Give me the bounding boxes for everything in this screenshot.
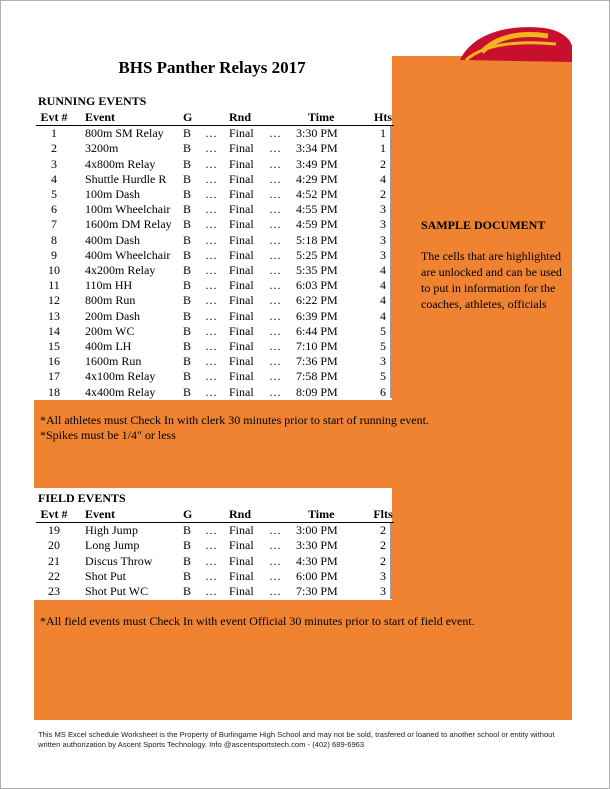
event-name-cell: 100m Dash (85, 187, 140, 202)
table-row (36, 157, 394, 172)
time-cell: 7:10 PM (296, 339, 338, 354)
table-row (36, 263, 394, 278)
event-name-cell: 110m HH (85, 278, 133, 293)
evt-num-cell: 16 (48, 354, 60, 369)
gender-cell: B (183, 217, 192, 232)
evt-num-cell: 20 (48, 538, 60, 553)
dots-cell: … (269, 293, 281, 308)
event-name-cell: 4x400m Relay (85, 384, 156, 399)
dots-cell: … (269, 263, 281, 278)
count-cell: 4 (380, 171, 386, 186)
header-event: Event (72, 507, 183, 523)
round-cell: Final (229, 263, 254, 278)
header-evt-num: Evt # (36, 110, 72, 126)
time-cell: 5:18 PM (296, 232, 338, 247)
evt-num-cell: 13 (48, 308, 60, 323)
table-row (36, 248, 394, 263)
table-row (36, 172, 394, 187)
sample-document-title: SAMPLE DOCUMENT (421, 218, 546, 232)
round-cell: Final (229, 278, 254, 293)
dots-cell: … (269, 278, 281, 293)
gender-cell: B (183, 584, 192, 599)
time-cell: 3:49 PM (296, 156, 338, 171)
event-name-cell: 4x800m Relay (85, 156, 156, 171)
field-note-line: *All field events must Check In with event Official 30 minutes prior to start of field event. (40, 614, 475, 628)
dots-cell: … (205, 308, 217, 323)
evt-num-cell: 1 (51, 126, 57, 141)
running-note-line: *Spikes must be 1/4" or less (40, 428, 176, 442)
gender-cell: B (183, 278, 192, 293)
dots-cell: … (269, 523, 281, 538)
time-cell: 4:52 PM (296, 187, 338, 202)
count-cell: 3 (380, 247, 386, 262)
event-name-cell: High Jump (85, 523, 139, 538)
count-cell: 3 (380, 217, 386, 232)
round-cell: Final (229, 568, 254, 583)
header-event: Event (72, 110, 183, 126)
count-cell: 5 (380, 369, 386, 384)
panther-logo-icon (452, 22, 572, 62)
round-cell: Final (229, 202, 254, 217)
dots-cell: … (205, 323, 217, 338)
count-cell: 3 (380, 584, 386, 599)
dots-cell: … (269, 568, 281, 583)
count-cell: 4 (380, 308, 386, 323)
count-cell: 6 (380, 384, 386, 399)
event-name-cell: Long Jump (85, 538, 140, 553)
time-cell: 3:00 PM (296, 523, 338, 538)
time-cell: 5:35 PM (296, 263, 338, 278)
dots-cell: … (205, 369, 217, 384)
dots-cell: … (205, 263, 217, 278)
table-row (36, 217, 394, 232)
count-cell: 2 (380, 553, 386, 568)
time-cell: 4:30 PM (296, 553, 338, 568)
dots-cell: … (269, 171, 281, 186)
time-cell: 6:00 PM (296, 568, 338, 583)
dots-cell: … (205, 247, 217, 262)
dots-cell: … (269, 126, 281, 141)
header-spacer (269, 507, 296, 523)
count-cell: 1 (380, 141, 386, 156)
running-note-line: *All athletes must Check In with clerk 30 minutes prior to start of running event. (40, 413, 429, 427)
header-time: Time (296, 507, 372, 523)
count-cell: 2 (380, 538, 386, 553)
dots-cell: … (269, 584, 281, 599)
dots-cell: … (205, 217, 217, 232)
time-cell: 7:58 PM (296, 369, 338, 384)
event-name-cell: 800m Run (85, 293, 136, 308)
dots-cell: … (269, 538, 281, 553)
round-cell: Final (229, 217, 254, 232)
time-cell: 7:36 PM (296, 354, 338, 369)
field-notes[interactable] (40, 614, 475, 629)
round-cell: Final (229, 369, 254, 384)
table-row (36, 339, 394, 354)
table-row (36, 354, 394, 369)
dots-cell: … (205, 126, 217, 141)
time-cell: 6:39 PM (296, 308, 338, 323)
header-gender: G (183, 507, 205, 523)
time-cell: 4:59 PM (296, 217, 338, 232)
round-cell: Final (229, 308, 254, 323)
event-name-cell: Discus Throw (85, 553, 153, 568)
round-cell: Final (229, 126, 254, 141)
header-flights: Flts (373, 507, 393, 521)
table-row (36, 141, 394, 156)
round-cell: Final (229, 232, 254, 247)
gender-cell: B (183, 568, 192, 583)
time-cell: 6:44 PM (296, 323, 338, 338)
gender-cell: B (183, 156, 192, 171)
count-cell: 5 (380, 323, 386, 338)
round-cell: Final (229, 187, 254, 202)
gender-cell: B (183, 369, 192, 384)
evt-num-cell: 5 (51, 187, 57, 202)
dots-cell: … (205, 187, 217, 202)
gender-cell: B (183, 323, 192, 338)
event-name-cell: 4x100m Relay (85, 369, 156, 384)
time-cell: 4:55 PM (296, 202, 338, 217)
evt-num-cell: 21 (48, 553, 60, 568)
gender-cell: B (183, 553, 192, 568)
round-cell: Final (229, 553, 254, 568)
gender-cell: B (183, 247, 192, 262)
dots-cell: … (205, 584, 217, 599)
event-name-cell: 1600m DM Relay (85, 217, 172, 232)
count-cell: 4 (380, 263, 386, 278)
event-name-cell: 400m Wheelchair (85, 247, 171, 262)
dots-cell: … (269, 217, 281, 232)
table-edge (390, 523, 392, 599)
round-cell: Final (229, 538, 254, 553)
dots-cell: … (205, 278, 217, 293)
header-round: Rnd (229, 507, 269, 523)
gender-cell: B (183, 293, 192, 308)
header-evt-num: Evt # (36, 507, 72, 523)
table-row (36, 523, 394, 539)
table-row (36, 324, 394, 339)
gender-cell: B (183, 187, 192, 202)
table-row (36, 554, 394, 569)
event-name-cell: 400m LH (85, 339, 132, 354)
table-header-row (36, 507, 394, 523)
time-cell: 6:22 PM (296, 293, 338, 308)
gender-cell: B (183, 384, 192, 399)
running-events-table (36, 110, 394, 400)
event-name-cell: 3200m (85, 141, 119, 156)
evt-num-cell: 8 (51, 232, 57, 247)
dots-cell: … (205, 171, 217, 186)
count-cell: 5 (380, 339, 386, 354)
evt-num-cell: 12 (48, 293, 60, 308)
table-edge (390, 126, 392, 398)
dots-cell: … (269, 339, 281, 354)
dots-cell: … (205, 568, 217, 583)
gender-cell: B (183, 232, 192, 247)
round-cell: Final (229, 384, 254, 399)
evt-num-cell: 22 (48, 568, 60, 583)
dots-cell: … (205, 384, 217, 399)
gender-cell: B (183, 339, 192, 354)
round-cell: Final (229, 156, 254, 171)
evt-num-cell: 23 (48, 584, 60, 599)
table-row (36, 369, 394, 384)
time-cell: 7:30 PM (296, 584, 338, 599)
header-heats: Hts (374, 110, 392, 124)
gender-cell: B (183, 354, 192, 369)
dots-cell: … (269, 553, 281, 568)
evt-num-cell: 14 (48, 323, 60, 338)
dots-cell: … (205, 141, 217, 156)
evt-num-cell: 9 (51, 247, 57, 262)
time-cell: 3:30 PM (296, 538, 338, 553)
event-name-cell: 4x200m Relay (85, 263, 156, 278)
time-cell: 4:29 PM (296, 171, 338, 186)
time-cell: 3:30 PM (296, 126, 338, 141)
event-name-cell: Shuttle Hurdle R (85, 171, 167, 186)
evt-num-cell: 3 (51, 156, 57, 171)
header-gender: G (183, 110, 205, 126)
count-cell: 4 (380, 293, 386, 308)
dots-cell: … (269, 202, 281, 217)
round-cell: Final (229, 323, 254, 338)
round-cell: Final (229, 354, 254, 369)
gender-cell: B (183, 538, 192, 553)
time-cell: 8:09 PM (296, 384, 338, 399)
dots-cell: … (269, 247, 281, 262)
event-name-cell: 1600m Run (85, 354, 142, 369)
dots-cell: … (205, 156, 217, 171)
dots-cell: … (269, 384, 281, 399)
dots-cell: … (269, 369, 281, 384)
dots-cell: … (205, 553, 217, 568)
page-title: BHS Panther Relays 2017 (118, 58, 306, 77)
dots-cell: … (205, 339, 217, 354)
event-name-cell: Shot Put (85, 568, 127, 583)
gender-cell: B (183, 202, 192, 217)
count-cell: 3 (380, 354, 386, 369)
dots-cell: … (205, 202, 217, 217)
table-row (36, 385, 394, 400)
field-events-table (36, 507, 394, 599)
count-cell: 4 (380, 278, 386, 293)
time-cell: 5:25 PM (296, 247, 338, 262)
round-cell: Final (229, 247, 254, 262)
round-cell: Final (229, 293, 254, 308)
gender-cell: B (183, 523, 192, 538)
table-header-row (36, 110, 394, 126)
dots-cell: … (269, 141, 281, 156)
count-cell: 2 (380, 523, 386, 538)
event-name-cell: 100m Wheelchair (85, 202, 171, 217)
dots-cell: … (269, 308, 281, 323)
field-events-title: FIELD EVENTS (38, 491, 126, 505)
header-spacer (269, 110, 296, 126)
round-cell: Final (229, 523, 254, 538)
evt-num-cell: 4 (51, 171, 57, 186)
dots-cell: … (205, 538, 217, 553)
evt-num-cell: 10 (48, 263, 60, 278)
header-time: Time (296, 110, 372, 126)
evt-num-cell: 15 (48, 339, 60, 354)
gender-cell: B (183, 263, 192, 278)
dots-cell: … (269, 187, 281, 202)
sample-document-text: The cells that are highlighted are unlocked and can be used to put in information for the coaches, athletes, officials (421, 249, 562, 311)
table-row (36, 309, 394, 324)
evt-num-cell: 18 (48, 384, 60, 399)
evt-num-cell: 6 (51, 202, 57, 217)
footer-disclaimer: This MS Excel schedule Worksheet is the Property of Burlingame High School and may not be sold, trasfered or loaned to another school or entity without written authorization by Ascent Sports Technology. Info @ascentsportstech.com - (402) 689-6963 (38, 730, 555, 749)
dots-cell: … (205, 354, 217, 369)
count-cell: 3 (380, 232, 386, 247)
running-events-title: RUNNING EVENTS (38, 94, 147, 108)
event-name-cell: 400m Dash (85, 232, 140, 247)
header-spacer (205, 507, 229, 523)
time-cell: 3:34 PM (296, 141, 338, 156)
event-name-cell: 200m Dash (85, 308, 140, 323)
dots-cell: … (269, 354, 281, 369)
table-row (36, 187, 394, 202)
count-cell: 1 (380, 126, 386, 141)
running-notes[interactable] (40, 413, 429, 443)
header-round: Rnd (229, 110, 269, 126)
evt-num-cell: 19 (48, 523, 60, 538)
round-cell: Final (229, 339, 254, 354)
dots-cell: … (205, 293, 217, 308)
evt-num-cell: 17 (48, 369, 60, 384)
header-spacer (205, 110, 229, 126)
gender-cell: B (183, 308, 192, 323)
dots-cell: … (269, 232, 281, 247)
dots-cell: … (269, 156, 281, 171)
count-cell: 3 (380, 568, 386, 583)
gender-cell: B (183, 126, 192, 141)
dots-cell: … (269, 323, 281, 338)
dots-cell: … (205, 523, 217, 538)
gender-cell: B (183, 171, 192, 186)
gender-cell: B (183, 141, 192, 156)
round-cell: Final (229, 141, 254, 156)
table-row (36, 202, 394, 217)
event-name-cell: 800m SM Relay (85, 126, 164, 141)
event-name-cell: Shot Put WC (85, 584, 149, 599)
table-row (36, 293, 394, 308)
count-cell: 2 (380, 156, 386, 171)
round-cell: Final (229, 584, 254, 599)
count-cell: 2 (380, 187, 386, 202)
table-row (36, 233, 394, 248)
time-cell: 6:03 PM (296, 278, 338, 293)
table-row (36, 126, 394, 142)
table-row (36, 278, 394, 293)
evt-num-cell: 7 (51, 217, 57, 232)
table-row (36, 584, 394, 599)
evt-num-cell: 2 (51, 141, 57, 156)
event-name-cell: 200m WC (85, 323, 135, 338)
dots-cell: … (205, 232, 217, 247)
count-cell: 3 (380, 202, 386, 217)
evt-num-cell: 11 (48, 278, 60, 293)
round-cell: Final (229, 171, 254, 186)
table-row (36, 538, 394, 553)
table-row (36, 569, 394, 584)
